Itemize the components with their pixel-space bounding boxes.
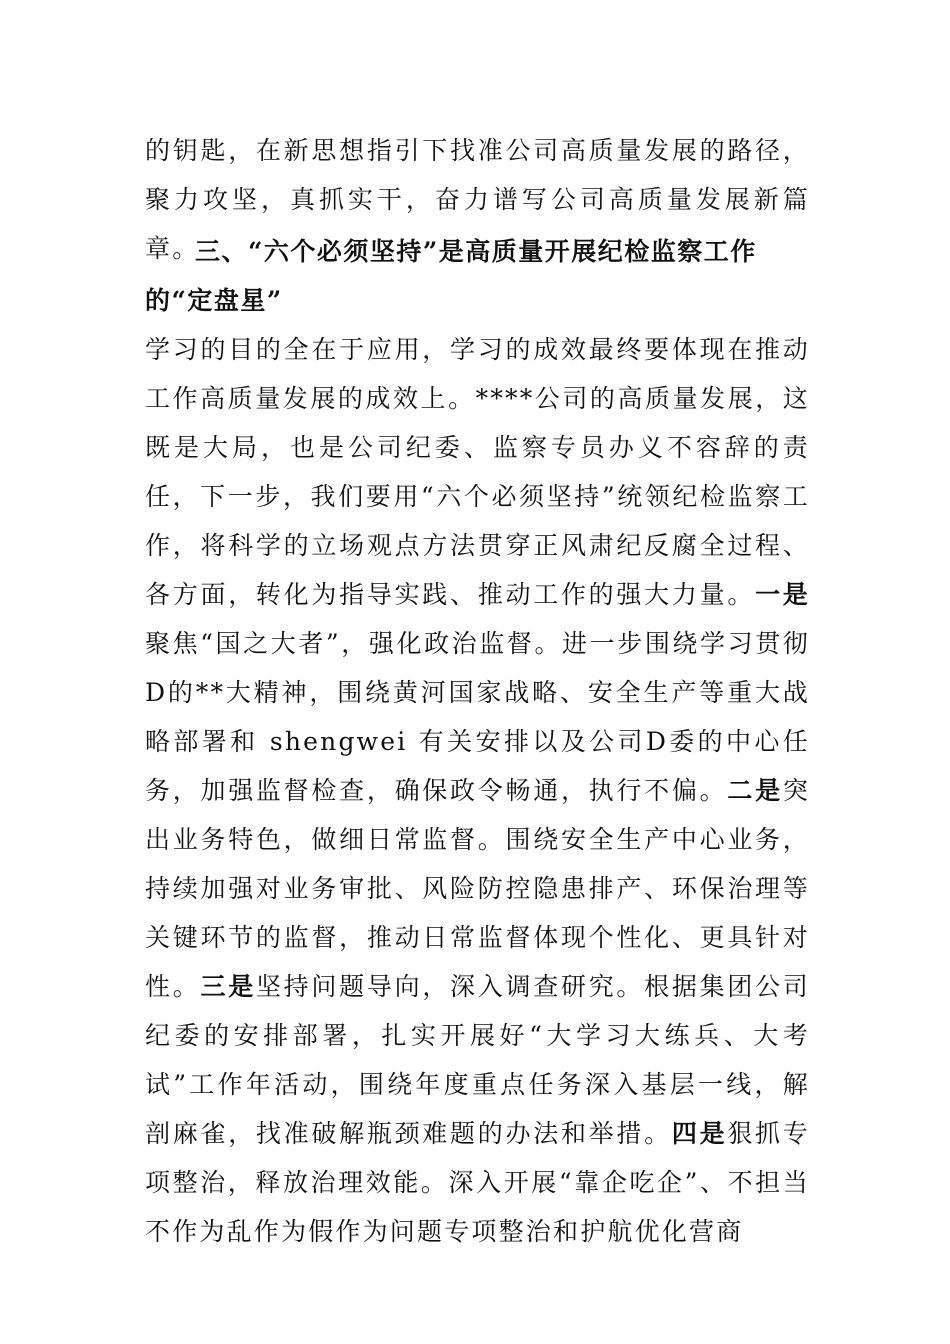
section-heading: 三、“六个必须坚持”是高质量开展纪检监察工作的“定盘星”: [145, 237, 757, 315]
intro-paragraph: 的钥匙，在新思想指引下找准公司高质量发展的路径，聚力攻坚，真抓实干，奋力谱写公司高质量发展新篇章。: [145, 136, 810, 263]
point-text-2: 突出业务特色，做细日常监督。围绕安全生产中心业务，持续加强对业务审批、风险防控隐患排产、环保治理等关键环节的监督，推动日常监督体现个性化、更具针对性。: [145, 776, 811, 1001]
point-marker-2: 二是: [727, 776, 783, 805]
point-marker-1: 一是: [755, 580, 810, 609]
point-text-1: 聚焦“国之大者”，强化政治监督。进一步围绕学习贯彻D的**大精神，围绕黄河国家战略、安全生产等重大战略部署和 shengwei 有关安排以及公司D委的中心任务，加强监督检查，确保政令畅通，执行不偏。: [145, 629, 810, 805]
point-text-3: 坚持问题导向，深入调查研究。根据集团公司纪委的安排部署，扎实开展好“大学习大练兵、大考试”工作年活动，围绕年度重点任务深入基层一线，解剖麻雀，找准破解瓶颈难题的办法和举措。: [145, 972, 810, 1148]
body-text-opening: 学习的目的全在于应用，学习的成效最终要体现在推动工作高质量发展的成效上。****公司的高质量发展，这既是大局，也是公司纪委、监察专员办义不容辞的责任，下一步，我们要用“六个必须坚持”统领纪检监察工作，将科学的立场观点方法贯穿正风肃纪反腐全过程、各方面，转化为指导实践、推动工作的强大力量。: [145, 335, 810, 609]
point-marker-4: 四是: [671, 1119, 728, 1148]
point-marker-3: 三是: [200, 972, 256, 1001]
point-text-4: 狠抓专项整治，释放治理效能。深入开展“靠企吃企”、不担当不作为乱作为假作为问题专项整治和护航优化营商: [145, 1119, 810, 1246]
body-paragraph: [145, 325, 810, 1256]
